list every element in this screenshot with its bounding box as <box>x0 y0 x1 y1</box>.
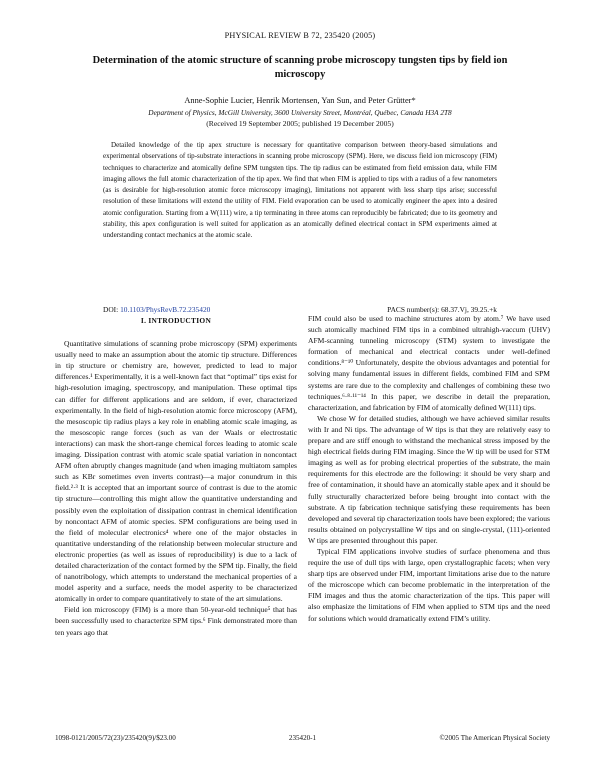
paragraph: Quantitative simulations of scanning probe microscopy (SPM) experiments usually need to make an assumption about the atomic tip structure. Differences in tip structure or chemistry are, however, predicted to lead to major differences.¹ Experimentally, it is a well-known fact that “optimal” tips exist for high-resolution imaging, spectroscopy, and manipulation. These optimal tips can differ for different applications and are seldom, if ever, characterized experimentally. In the field of high-resolution atomic force microscopy (AFM), the mesoscopic tip radius plays a key role in enabling atomic scale imaging, as the mesoscopic range forces (such as van der Waals or electrostatic interactions) can mask the short-range chemical forces leading to atomic scale imaging. Dissipation contrast with atomic scale spatial variation in noncontact AFM often abruptly changes magnitude (and when imaging multiatom samples such as KBr sometimes even inverts contrast)—a major conundrum in this field.²·³ It is accepted that an important source of contrast is due to the atomic tip structure—controlling this might allow the quantitative understanding and possibly even the exploitation of dissipation contrast in chemical identification by noncontact AFM of atomic species. SPM configurations are being used in the field of molecular electronics⁴ where one of the major obstacles in quantitative understanding of the relationship between molecular structure and electronic properties (as well as issues of reproducibility) is due to a lack of detailed characterization of the contact formed by the SPM tip. Finally, the field of nanotribology, which attempts to understand the mechanical properties of a model asperity and a surface, needs the model asperity to be characterized atomically in order to compare quantitatively to state of the art simulations. <box>55 339 297 604</box>
paragraph: Field ion microscopy (FIM) is a more than 50-year-old technique⁵ that has been successfully used to characterize SPM tips.⁶ Fink demonstrated more than ten years ago that <box>55 605 297 637</box>
paragraph: Typical FIM applications involve studies of surface phenomena and thus require the use of dull tips with large, open crystallographic facets; when very sharp tips are observed under FIM, important limitations arise due to the nature of the microscope which can become problematic in the interpretation of the FIM images and thus the atomic characterization of the tips. This paper will also emphasize the limitations of FIM when applied to STM tips and the need for solutions which would dramatically extend FIM’s utility. <box>308 546 550 623</box>
footer-code: 1098-0121/2005/72(23)/235420(9)/$23.00 <box>55 734 176 742</box>
author-list: Anne-Sophie Lucier, Henrik Mortensen, Yan Sun, and Peter Grütter* <box>184 96 416 105</box>
abstract: Detailed knowledge of the tip apex structure is necessary for quantitative comparison between theory-based simulations and experimental observations of tip-substrate interactions in scanning probe microscopy (SPM). Here, we discuss field ion microscopy (FIM) techniques to characterize and atomically define SPM tungsten tips. The tip radius can be estimated from field emission data, while FIM imaging allows the full atomic characterization of the tip apex. We find that when FIM is applied to tips with a radius of a few nanometers (as is desirable for high-resolution atomic force microscopy imaging), limitations not apparent with less sharp tips arise; successful resolution of these limitations will extend the utility of FIM. Field evaporation can be used to atomically engineer the apex into a desired atomic configuration. Starting from a W(111) wire, a tip terminating in three atoms can reproducibly be fabricated; due to its geometry and stability, this apex configuration is well suited for application as an atomically defined electrical contact in SPM experiments aimed at understanding contact mechanics at the atomic scale. <box>103 141 497 239</box>
doi-line <box>103 305 210 314</box>
copyright: ©2005 The American Physical Society <box>439 734 550 742</box>
paragraph: FIM could also be used to machine structures atom by atom.⁷ We have used such atomically machined FIM tips in a combined ultrahigh-vaccum (UHV) AFM-scanning tunneling microscopy (STM) system to investigate the formation of mechanical and electrical contacts under well-defined conditions.⁸⁻¹⁰ Unfortunately, despite the obvious advantages and potential for solving many fundamental issues in different fields, combined FIM and SPM systems are rare due to the complexity and challenges of combining these two techniques.⁶·⁸·¹¹⁻¹⁴ In this paper, we describe in detail the preparation, characterization, and fabrication by FIM of atomically defined W(111) tips. <box>308 314 550 412</box>
received-dates: (Received 19 September 2005; published 19 December 2005) <box>206 119 394 128</box>
doi-label: DOI: <box>103 305 119 314</box>
doi-link[interactable]: 10.1103/PhysRevB.72.235420 <box>120 305 211 314</box>
affiliation: Department of Physics, McGill University, 3600 University Street, Montréal, Québec, Canada H3A 2T8 <box>148 108 452 117</box>
left-column <box>55 315 297 638</box>
page-number: 235420-1 <box>288 734 317 742</box>
running-head: PHYSICAL REVIEW B 72, 235420 (2005) <box>224 31 376 40</box>
right-column <box>308 313 550 624</box>
section-heading: I. INTRODUCTION <box>140 316 212 325</box>
pacs-numbers: PACS number(s): 68.37.Vj, 39.25.+k <box>387 305 497 314</box>
article-title: Determination of the atomic structure of scanning probe microscopy tungsten tips by field ion microscopy <box>92 55 508 80</box>
paragraph: We chose W for detailed studies, although we have achieved similar results with Ir and Ni tips. The advantage of W tips is that they are relatively easy to prepare and are stiff enough to withstand the mechanical stress imposed by the high electrical fields during FIM imaging. Since the W tip will be used for STM imaging as well as for probing electrical properties of the substrate, the main requirements for this electrode are the following: it should be very sharp and free of contamination, it should have an atomically stable apex and it should be fully structurally characterized before being brought into contact with the substrate. A tip fabrication technique satisfying these requirements has been developed and several tip characterization tools have been explored; the various results obtained on polycrystalline W tips and on single-crystal, (111)-oriented W tips are presented throughout this paper. <box>308 413 550 545</box>
